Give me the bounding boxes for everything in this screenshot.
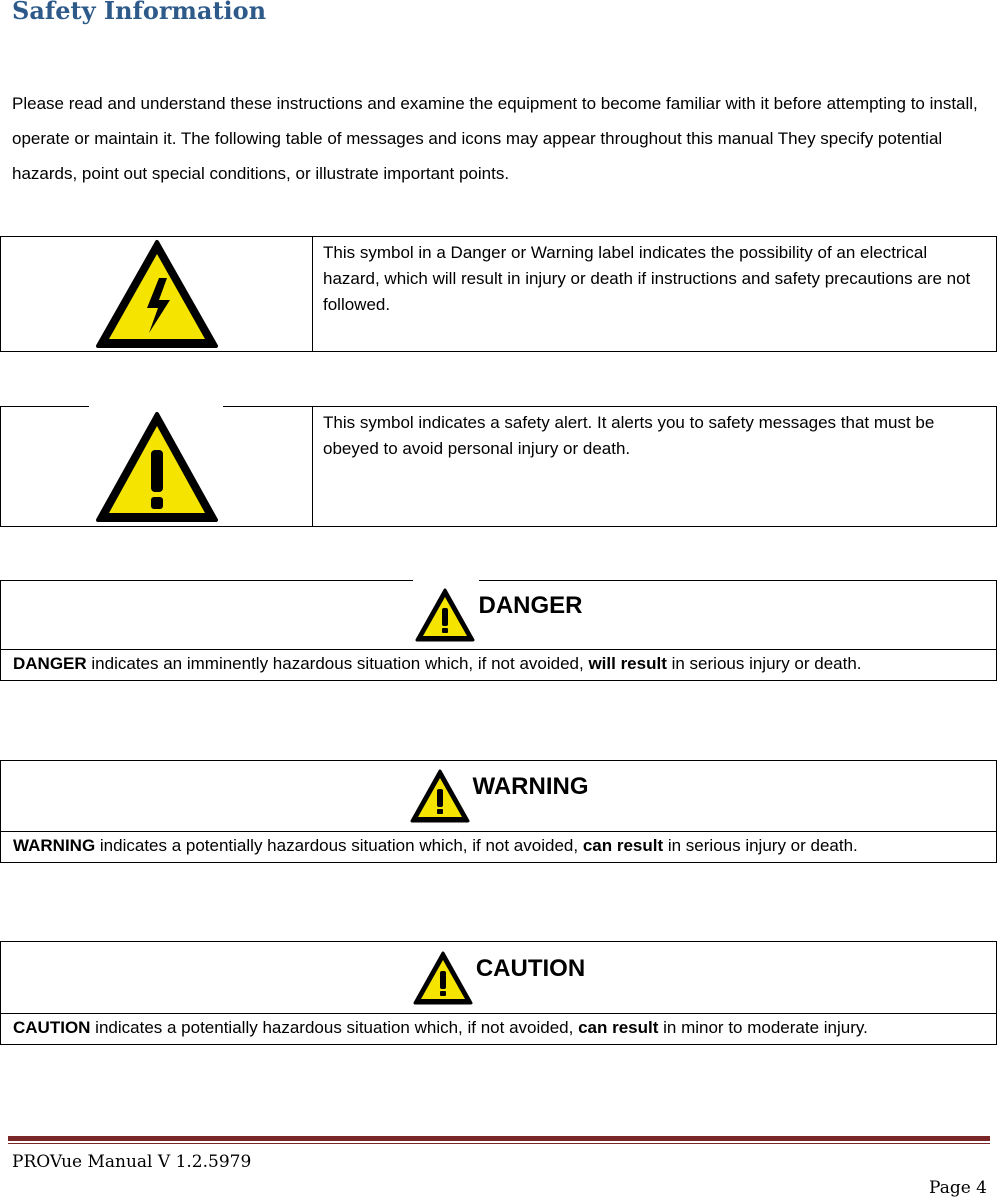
warning-header xyxy=(1,761,996,832)
electrical-hazard-icon xyxy=(94,238,220,350)
footer-rule xyxy=(8,1136,990,1141)
alert-symbol-description: This symbol indicates a safety alert. It alerts you to safety messages that must be obeyed to avoid personal injury or death. xyxy=(323,413,935,458)
safety-alert-icon xyxy=(94,410,220,524)
caution-table xyxy=(0,941,997,1045)
warning-signal-word: WARNING xyxy=(472,773,589,800)
alert-symbol-cell xyxy=(1,407,313,526)
page-title: Safety Information xyxy=(12,0,267,25)
caution-description: CAUTION indicates a potentially hazardous situation which, if not avoided, can result in minor to moderate injury. xyxy=(13,1018,868,1037)
electrical-symbol-description: This symbol in a Danger or Warning label indicates the possibility of an electrical hazard, which will result in injury or death if instructions and safety precautions are not followed. xyxy=(323,243,971,314)
electrical-symbol-cell xyxy=(1,237,313,351)
alert-symbol-table xyxy=(0,406,997,527)
footer-manual-version: PROVue Manual V 1.2.5979 xyxy=(12,1152,252,1172)
warning-description: WARNING indicates a potentially hazardous situation which, if not avoided, can result in serious injury or death. xyxy=(13,836,858,855)
danger-header xyxy=(1,581,996,650)
warning-table xyxy=(0,760,997,863)
warning-triangle-icon xyxy=(412,950,474,1006)
warning-triangle-icon xyxy=(409,768,471,824)
electrical-symbol-table xyxy=(0,236,997,352)
danger-description: DANGER indicates an imminently hazardous situation which, if not avoided, will result in serious injury or death. xyxy=(13,654,862,673)
caution-header xyxy=(1,942,996,1014)
caution-signal-word: CAUTION xyxy=(475,954,586,982)
danger-signal-word: DANGER xyxy=(478,592,583,619)
intro-paragraph: Please read and understand these instructions and examine the equipment to become familiar with it before attempting to install, operate or maintain it. The following table of messages and icons may appear throughout this manual They specify potential hazards, point out special conditions, or illustrate important points. xyxy=(12,94,978,183)
danger-table xyxy=(0,580,997,681)
warning-triangle-icon xyxy=(414,587,476,643)
footer-page-number: Page 4 xyxy=(929,1178,987,1198)
footer-rule-thin xyxy=(8,1143,990,1144)
